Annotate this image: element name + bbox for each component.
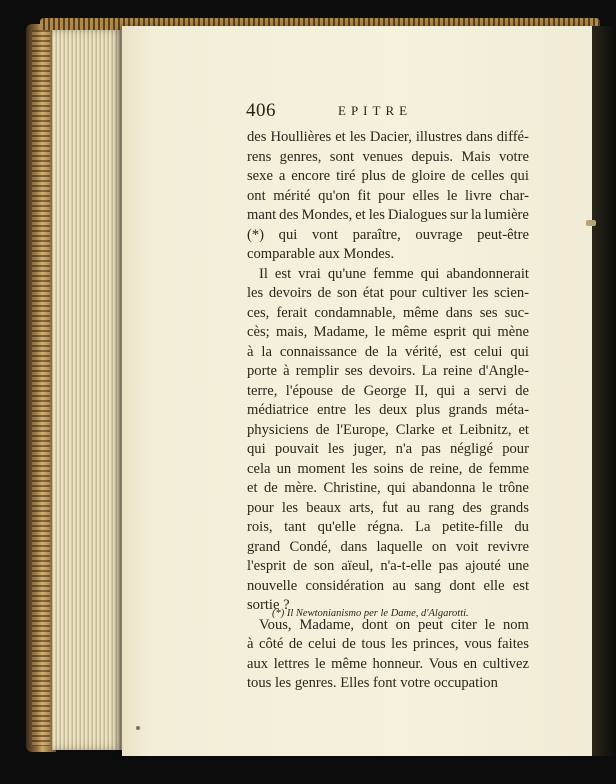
text-line: rens genres, sont venues depuis. Mais votre <box>247 148 529 165</box>
text-line: (*) qui vont paraître, ouvrage peut-être <box>247 226 529 243</box>
text-line: nouvelle considération au sang dont elle est <box>247 577 529 594</box>
text-line: à côté de celui de tous les princes, vous faites <box>247 636 529 652</box>
text-line: terre, l'épouse de George II, qui a servi de <box>247 382 529 399</box>
page-clip-mark <box>586 220 596 226</box>
footnote: (*) Il Newtonianismo per le Dame, d'Algarotti. <box>272 608 469 619</box>
text-line: Il est vrai qu'une femme qui abandonnerait <box>259 265 529 282</box>
page-header <box>246 100 526 122</box>
text-line: grand Condé, dans laquelle on voit revivre <box>247 538 529 555</box>
text-line: ces, ferait condamnable, même dans ses suc- <box>247 304 529 321</box>
running-head: EPITRE <box>338 103 413 118</box>
text-line: aux lettres le même honneur. Vous en cultivez <box>247 655 529 672</box>
text-line: cès; mais, Madame, le même esprit qui mène <box>247 324 529 340</box>
text-line: sexe a encore tiré plus de gloire de celles qui <box>247 168 529 184</box>
text-line: et de mère. Christine, qui abandonna le trône <box>247 480 529 496</box>
text-line: tous les genres. Elles font votre occupation <box>247 675 498 691</box>
text-line: mant des Mondes, et les Dialogues sur la lumière <box>247 207 529 223</box>
text-line: ont mérité qu'on fit pour elles le livre char- <box>247 187 529 204</box>
page-number: 406 <box>246 100 276 121</box>
text-line: Vous, Madame, dont on peut citer le nom <box>259 616 529 633</box>
text-line: pour les beaux arts, fut au rang des grands <box>247 499 529 516</box>
page-shadow <box>592 26 616 756</box>
text-line: porte à remplir ses devoirs. La reine d'Angle- <box>247 363 529 379</box>
text-line: à la connaissance de la vérité, est celui qui <box>247 343 529 360</box>
text-line: comparable aux Mondes. <box>247 246 395 262</box>
text-line: physiciens de l'Europe, Clarke et Leibnitz, et <box>247 421 529 438</box>
text-line: cela un moment les soins de reine, de femme <box>247 460 529 477</box>
text-line: qui pouvait les juger, n'a pas négligé pour <box>247 441 529 457</box>
text-line: l'esprit de son aïeul, n'a-t-elle pas ajouté une <box>247 558 529 574</box>
page-smudge <box>136 726 140 730</box>
text-line: rois, tant qu'elle régna. La petite-fille du <box>247 519 529 535</box>
text-line: les devoirs de son état pour cultiver les scien- <box>247 285 529 301</box>
page-edges <box>52 30 124 750</box>
text-line: médiatrice entre les deux plus grands méta- <box>247 402 529 418</box>
text-line: sortie ? <box>247 597 290 613</box>
text-line: des Houllières et les Dacier, illustres dans diffé- <box>247 129 529 145</box>
